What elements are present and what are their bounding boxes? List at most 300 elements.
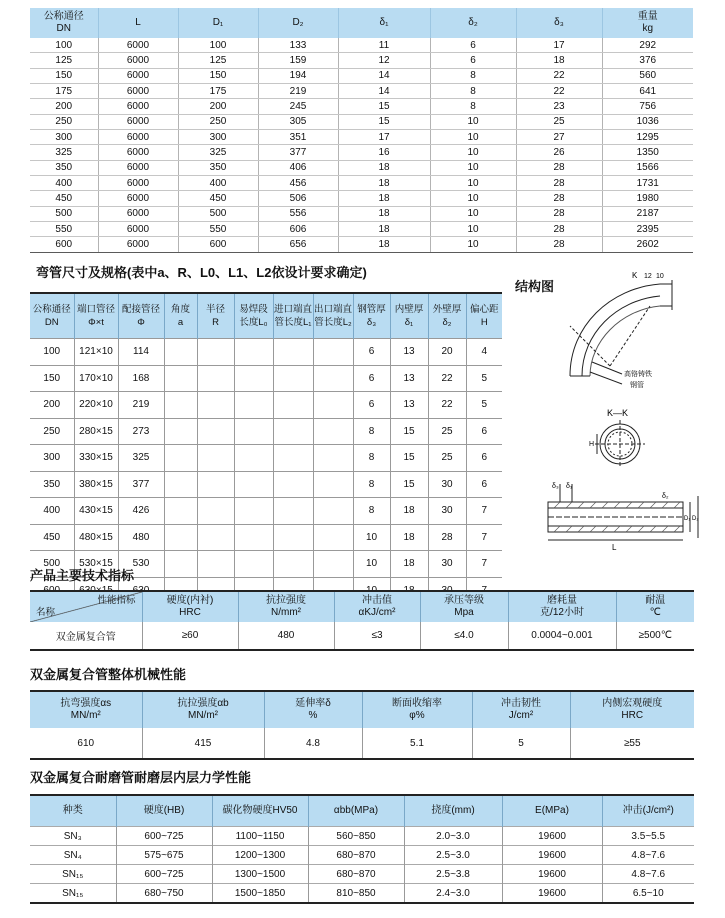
- elbow-cell: 30: [428, 498, 466, 525]
- elbow-cell: 25: [428, 445, 466, 472]
- pipe-cell: 150: [178, 68, 258, 83]
- liner-cell: 1500~1850: [212, 884, 308, 904]
- d3-label: δ₃: [552, 483, 559, 490]
- liner-cell: 600~725: [116, 865, 212, 884]
- pipe-cell: 641: [602, 84, 693, 99]
- pipe-cell: 10: [430, 237, 516, 252]
- pipe-cell: 656: [258, 237, 338, 252]
- elbow-cell: 426: [118, 498, 164, 525]
- elbow-cell: 4: [466, 339, 502, 366]
- elbow-row: [30, 392, 502, 419]
- pipe-spec-table: [30, 8, 693, 253]
- liner-cell: SN₄: [30, 846, 116, 865]
- mech-header-3: [362, 691, 472, 728]
- pipe-cell: 6: [430, 38, 516, 53]
- tech-spec-table: [30, 590, 694, 651]
- pipe-cell: 756: [602, 99, 693, 114]
- pipe-row: [30, 206, 693, 221]
- mech-header-row: [30, 691, 694, 728]
- pipe-cell: 219: [258, 84, 338, 99]
- mech-cell: 415: [142, 728, 264, 759]
- liner-cell: 1300~1500: [212, 865, 308, 884]
- tech-diag-header: [30, 591, 142, 622]
- pipe-cell: 10: [430, 191, 516, 206]
- pipe-cell: 8: [430, 84, 516, 99]
- elbow-header-line1: 进口端直: [273, 304, 312, 315]
- elbow-cell: 22: [428, 392, 466, 419]
- elbow-cell: [197, 445, 234, 472]
- elbow-cell: [273, 551, 313, 578]
- elbow-cell: 8: [353, 498, 390, 525]
- mech-header-5: [570, 691, 694, 728]
- tech-header-line1: 抗拉强度: [266, 595, 306, 606]
- pipe-cell: 100: [178, 38, 258, 53]
- tech-header-line1: 耐温: [645, 595, 666, 606]
- elbow-cell: 10: [353, 551, 390, 578]
- pipe-header-line2: kg: [642, 23, 654, 34]
- pipe-header-3: [258, 8, 338, 38]
- pipe-cell: 6000: [98, 160, 178, 175]
- mech-header-line2: %: [308, 710, 318, 721]
- elbow-cell: [313, 445, 353, 472]
- pipe-cell: 376: [602, 53, 693, 68]
- elbow-header-7: [313, 293, 353, 339]
- pipe-cell: 456: [258, 176, 338, 191]
- pipe-cell: 6000: [98, 53, 178, 68]
- pipe-cell: 28: [516, 160, 602, 175]
- elbow-row: [30, 524, 502, 551]
- elbow-cell: [273, 392, 313, 419]
- pipe-cell: 28: [516, 222, 602, 237]
- mech-header-2: [264, 691, 362, 728]
- elbow-cell: 200: [30, 392, 74, 419]
- elbow-cell: 121×10: [74, 339, 118, 366]
- tech-spec-heading: 产品主要技术指标: [30, 568, 135, 583]
- elbow-cell: [164, 551, 197, 578]
- pipe-cell: 18: [338, 237, 430, 252]
- tech-cell: ≥60: [142, 622, 238, 650]
- elbow-cell: 7: [466, 524, 502, 551]
- pipe-cell: 250: [30, 114, 98, 129]
- elbow-cell: [164, 365, 197, 392]
- elbow-cell: 15: [390, 471, 428, 498]
- elbow-cell: 273: [118, 418, 164, 445]
- liner-cell: 680~870: [308, 865, 404, 884]
- pipe-cell: 14: [338, 84, 430, 99]
- pipe-cell: 292: [602, 38, 693, 53]
- elbow-cell: [197, 365, 234, 392]
- elbow-cell: 325: [118, 445, 164, 472]
- pipe-cell: 6000: [98, 222, 178, 237]
- d1-label: δ₁: [566, 483, 573, 490]
- liner-cell: 19600: [502, 865, 602, 884]
- pipe-cell: 6000: [98, 176, 178, 191]
- elbow-header-line1: 易焊段: [239, 304, 268, 315]
- elbow-cell: 250: [30, 418, 74, 445]
- pipe-cell: 18: [516, 53, 602, 68]
- pipe-cell: 27: [516, 130, 602, 145]
- elbow-cell: [234, 339, 273, 366]
- pipe-row: [30, 68, 693, 83]
- elbow-cell: 114: [118, 339, 164, 366]
- elbow-header-line2: H: [480, 317, 488, 328]
- pipe-cell: 10: [430, 114, 516, 129]
- elbow-header-line1: 半径: [205, 304, 225, 315]
- pipe-cell: 12: [338, 53, 430, 68]
- mech-header-line2: φ%: [409, 710, 425, 721]
- elbow-cell: [273, 445, 313, 472]
- tech-header-line1: 冲击值: [362, 595, 392, 606]
- pipe-cell: 18: [338, 191, 430, 206]
- pipe-cell: 8: [430, 99, 516, 114]
- elbow-header-line2: 长度L₀: [239, 317, 268, 328]
- elbow-cell: 5: [466, 365, 502, 392]
- pipe-cell: 100: [30, 38, 98, 53]
- liner-header-5: E(MPa): [502, 795, 602, 827]
- elbow-cell: 150: [30, 365, 74, 392]
- elbow-cell: [273, 339, 313, 366]
- pipe-cell: 10: [430, 145, 516, 160]
- pipe-cell: 245: [258, 99, 338, 114]
- mech-header-line1: 内侧宏观硬度: [602, 698, 663, 709]
- mech-header-0: [30, 691, 142, 728]
- mech-row: [30, 728, 694, 759]
- k-dim-label: K: [632, 271, 638, 280]
- tech-header-line2: αKJ/cm²: [358, 607, 396, 618]
- high-chrome-label: 高铬铸铁: [624, 371, 652, 378]
- mech-cell: 610: [77, 737, 95, 749]
- elbow-cell: [313, 524, 353, 551]
- pipe-cell: 600: [178, 237, 258, 252]
- pipe-cell: 22: [516, 84, 602, 99]
- pipe-header-line1: D₂: [292, 17, 304, 28]
- pipe-cell: 350: [178, 160, 258, 175]
- elbow-cell: 13: [390, 339, 428, 366]
- elbow-header-line2: a: [177, 317, 184, 328]
- pipe-cell: 550: [178, 222, 258, 237]
- tech-header-line2: HRC: [179, 607, 201, 618]
- liner-cell: 575~675: [116, 846, 212, 865]
- elbow-header-line2: R: [212, 317, 219, 328]
- pipe-header-line1: L: [135, 17, 141, 28]
- elbow-cell: [234, 551, 273, 578]
- liner-cell: SN₁₅: [30, 865, 116, 884]
- pipe-cell: 6000: [98, 114, 178, 129]
- mech-header-line2: MN/m²: [70, 710, 101, 721]
- tech-header-2: [334, 591, 420, 622]
- tech-cell: ≥500℃: [616, 622, 694, 650]
- elbow-cell: 6: [353, 339, 390, 366]
- liner-heading: 双金属复合耐磨管耐磨层内层力学性能: [30, 770, 252, 785]
- mech-header-line1: 延伸率δ: [295, 698, 331, 709]
- elbow-cell: 18: [390, 551, 428, 578]
- pipe-cell: 14: [338, 68, 430, 83]
- elbow-cell: [164, 498, 197, 525]
- elbow-header-line1: 配接管径: [121, 304, 160, 315]
- elbow-cell: [273, 365, 313, 392]
- elbow-cell: [164, 445, 197, 472]
- liner-header-4: 挠度(mm): [404, 795, 502, 827]
- mech-cell: 5.1: [362, 728, 472, 759]
- pipe-cell: 175: [30, 84, 98, 99]
- pipe-cell: 10: [430, 206, 516, 221]
- tech-header-line2: N/mm²: [271, 607, 301, 618]
- elbow-cell: 6: [466, 445, 502, 472]
- liner-cell: 4.8~7.6: [602, 846, 694, 865]
- elbow-cell: 30: [428, 551, 466, 578]
- elbow-header-6: [273, 293, 313, 339]
- pipe-cell: 28: [516, 206, 602, 221]
- mech-table: [30, 690, 694, 760]
- tech-header-5: [616, 591, 694, 622]
- pipe-cell: 1731: [602, 176, 693, 191]
- elbow-cell: 170×10: [74, 365, 118, 392]
- elbow-spec-table: [30, 292, 502, 605]
- elbow-cell: 530×15: [74, 551, 118, 578]
- elbow-header-11: [466, 293, 502, 339]
- liner-cell: 1200~1300: [212, 846, 308, 865]
- liner-cell: 560~850: [308, 827, 404, 846]
- elbow-header-0: [30, 293, 74, 339]
- tech-cell: ≤3: [334, 622, 420, 650]
- pipe-header-row: [30, 8, 693, 38]
- elbow-cell: [273, 498, 313, 525]
- elbow-cell: 5: [466, 392, 502, 419]
- pipe-cell: 200: [30, 99, 98, 114]
- elbow-cell: 20: [428, 339, 466, 366]
- elbow-cell: 330×15: [74, 445, 118, 472]
- elbow-cell: [234, 418, 273, 445]
- kk-label: K—K: [607, 408, 629, 418]
- pipe-header-1: [98, 8, 178, 38]
- elbow-row: [30, 471, 502, 498]
- pipe-cell: 11: [338, 38, 430, 53]
- liner-row: [30, 827, 694, 846]
- pipe-header-line1: D₁: [212, 17, 224, 28]
- tech-header-line2: ℃: [649, 607, 661, 618]
- pipe-row: [30, 176, 693, 191]
- pipe-cell: 6000: [98, 68, 178, 83]
- pipe-cell: 6000: [98, 130, 178, 145]
- tech-diag-top: 性能指标: [97, 595, 136, 606]
- tech-header-1: [238, 591, 334, 622]
- pipe-cell: 18: [338, 160, 430, 175]
- mech-header-1: [142, 691, 264, 728]
- pipe-cell: 6000: [98, 145, 178, 160]
- pipe-row: [30, 191, 693, 206]
- kk-section-diagram: [575, 404, 665, 474]
- pipe-row: [30, 130, 693, 145]
- pipe-cell: 550: [30, 222, 98, 237]
- elbow-cell: 6: [466, 471, 502, 498]
- pipe-cell: 1350: [602, 145, 693, 160]
- pipe-cell: 377: [258, 145, 338, 160]
- pipe-cell: 6000: [98, 191, 178, 206]
- pipe-cell: 1566: [602, 160, 693, 175]
- tech-cell: ≤4.0: [420, 622, 508, 650]
- tech-header-4: [508, 591, 616, 622]
- pipe-row: [30, 160, 693, 175]
- elbow-header-line2: δ₁: [404, 317, 414, 328]
- liner-cell: SN₃: [30, 827, 116, 846]
- pipe-cell: 6000: [98, 38, 178, 53]
- pipe-cell: 28: [516, 176, 602, 191]
- mech-header-line2: HRC: [621, 710, 644, 721]
- mech-cell: 5: [472, 728, 570, 759]
- pipe-cell: 406: [258, 160, 338, 175]
- elbow-cell: [234, 445, 273, 472]
- mech-header-line1: 抗拉强度αb: [177, 698, 229, 709]
- elbow-cell: 10: [353, 524, 390, 551]
- elbow-cell: [313, 339, 353, 366]
- pipe-header-6: [516, 8, 602, 38]
- mech-header-line1: 冲击韧性: [501, 698, 541, 709]
- elbow-header-line1: 钢管厚: [357, 304, 386, 315]
- tech-header-line1: 承压等级: [444, 595, 484, 606]
- elbow-header-5: [234, 293, 273, 339]
- pipe-cell: 159: [258, 53, 338, 68]
- elbow-cell: 7: [466, 498, 502, 525]
- elbow-cell: 6: [353, 365, 390, 392]
- liner-header-row: [30, 795, 694, 827]
- elbow-cell: [313, 418, 353, 445]
- elbow-cell: 100: [30, 339, 74, 366]
- tech-diag-bottom: 名称: [36, 607, 56, 618]
- pipe-cell: 22: [516, 68, 602, 83]
- pipe-cell: 133: [258, 38, 338, 53]
- pipe-cell: 194: [258, 68, 338, 83]
- pipe-header-5: [430, 8, 516, 38]
- pipe-cell: 10: [430, 130, 516, 145]
- pipe-cell: 23: [516, 99, 602, 114]
- elbow-header-line2: δ₂: [442, 317, 452, 328]
- elbow-header-2: [118, 293, 164, 339]
- h-label: H: [589, 441, 595, 448]
- pipe-cell: 400: [178, 176, 258, 191]
- elbow-cell: [164, 524, 197, 551]
- elbow-cell: [164, 392, 197, 419]
- pipe-cell: 8: [430, 68, 516, 83]
- liner-cell: 2.0~3.0: [404, 827, 502, 846]
- mech-header-line1: 断面收缩率: [392, 698, 442, 709]
- pipe-header-7: [602, 8, 693, 38]
- pipe-cell: 17: [516, 38, 602, 53]
- elbow-cell: [197, 471, 234, 498]
- pipe-cell: 506: [258, 191, 338, 206]
- elbow-header-9: [390, 293, 428, 339]
- elbow-cell: [234, 365, 273, 392]
- pipe-cell: 300: [178, 130, 258, 145]
- elbow-cell: 380×15: [74, 471, 118, 498]
- elbow-cell: 480×15: [74, 524, 118, 551]
- tech-row: [30, 622, 694, 650]
- elbow-header-line1: 外壁厚: [432, 304, 462, 315]
- pipe-cell: 6000: [98, 206, 178, 221]
- elbow-header-line1: 偏心距: [469, 304, 499, 315]
- pipe-cell: 18: [338, 206, 430, 221]
- liner-table: [30, 794, 694, 904]
- elbow-cell: 15: [390, 418, 428, 445]
- elbow-spec-heading: 弯管尺寸及规格(表中a、R、L0、L1、L2依设计要求确定): [36, 265, 367, 280]
- elbow-cell: 8: [353, 445, 390, 472]
- elbow-cell: [273, 471, 313, 498]
- elbow-cell: 18: [390, 524, 428, 551]
- tech-header-line2: 克/12小时: [540, 607, 584, 618]
- tech-cell: 0.0004~0.001: [508, 622, 616, 650]
- elbow-header-row: [30, 293, 502, 339]
- mech-heading: 双金属复合管整体机械性能: [30, 667, 187, 682]
- pipe-cell: 2602: [602, 237, 693, 252]
- liner-header-0: 种类: [30, 795, 116, 827]
- dim-l-label: L: [612, 543, 617, 552]
- mech-cell: ≥55: [570, 728, 694, 759]
- pipe-cell: 400: [30, 176, 98, 191]
- elbow-header-line1: 端口管径: [76, 304, 115, 315]
- elbow-cell: [197, 551, 234, 578]
- elbow-cell: [313, 551, 353, 578]
- liner-cell: 1100~1150: [212, 827, 308, 846]
- tech-cell: 双金属复合管: [55, 632, 116, 643]
- mech-header-4: [472, 691, 570, 728]
- elbow-header-line2: δ₃: [366, 317, 377, 328]
- elbow-row: [30, 418, 502, 445]
- elbow-cell: 8: [353, 471, 390, 498]
- elbow-cell: 530: [118, 551, 164, 578]
- elbow-cell: 300: [30, 445, 74, 472]
- pipe-header-line1: δ₃: [554, 17, 564, 28]
- pipe-row: [30, 38, 693, 53]
- pipe-header-line1: δ₂: [468, 17, 478, 28]
- pipe-cell: 556: [258, 206, 338, 221]
- elbow-row: [30, 445, 502, 472]
- elbow-header-line2: 管长度L₁: [274, 317, 312, 328]
- d2-label: δ₂: [662, 493, 669, 500]
- dim-d2-label: D₂: [692, 516, 699, 522]
- pipe-row: [30, 114, 693, 129]
- elbow-row: [30, 365, 502, 392]
- pipe-header-line1: 重量: [637, 11, 658, 22]
- pipe-row: [30, 84, 693, 99]
- elbow-cell: [273, 524, 313, 551]
- elbow-header-line1: 角度: [170, 304, 190, 315]
- liner-cell: 6.5~10: [602, 884, 694, 904]
- elbow-cell: [234, 524, 273, 551]
- elbow-cell: [234, 392, 273, 419]
- pipe-cell: 15: [338, 114, 430, 129]
- elbow-diagram: [510, 266, 710, 396]
- elbow-cell: [234, 498, 273, 525]
- pipe-cell: 6000: [98, 237, 178, 252]
- pipe-cell: 325: [178, 145, 258, 160]
- tech-header-line2: Mpa: [454, 607, 474, 618]
- pipe-cell: 606: [258, 222, 338, 237]
- liner-cell: 600~725: [116, 827, 212, 846]
- pipe-cell: 125: [178, 53, 258, 68]
- elbow-cell: 28: [428, 524, 466, 551]
- pipe-cell: 325: [30, 145, 98, 160]
- pipe-cell: 26: [516, 145, 602, 160]
- pipe-cell: 250: [178, 114, 258, 129]
- pipe-cell: 305: [258, 114, 338, 129]
- pipe-row: [30, 99, 693, 114]
- pipe-cell: 6000: [98, 99, 178, 114]
- pipe-cell: 16: [338, 145, 430, 160]
- elbow-header-1: [74, 293, 118, 339]
- liner-cell: 810~850: [308, 884, 404, 904]
- elbow-header-line2: Φ×t: [88, 317, 104, 328]
- pipe-cell: 25: [516, 114, 602, 129]
- tech-header-line1: 硬度(内衬): [166, 595, 214, 606]
